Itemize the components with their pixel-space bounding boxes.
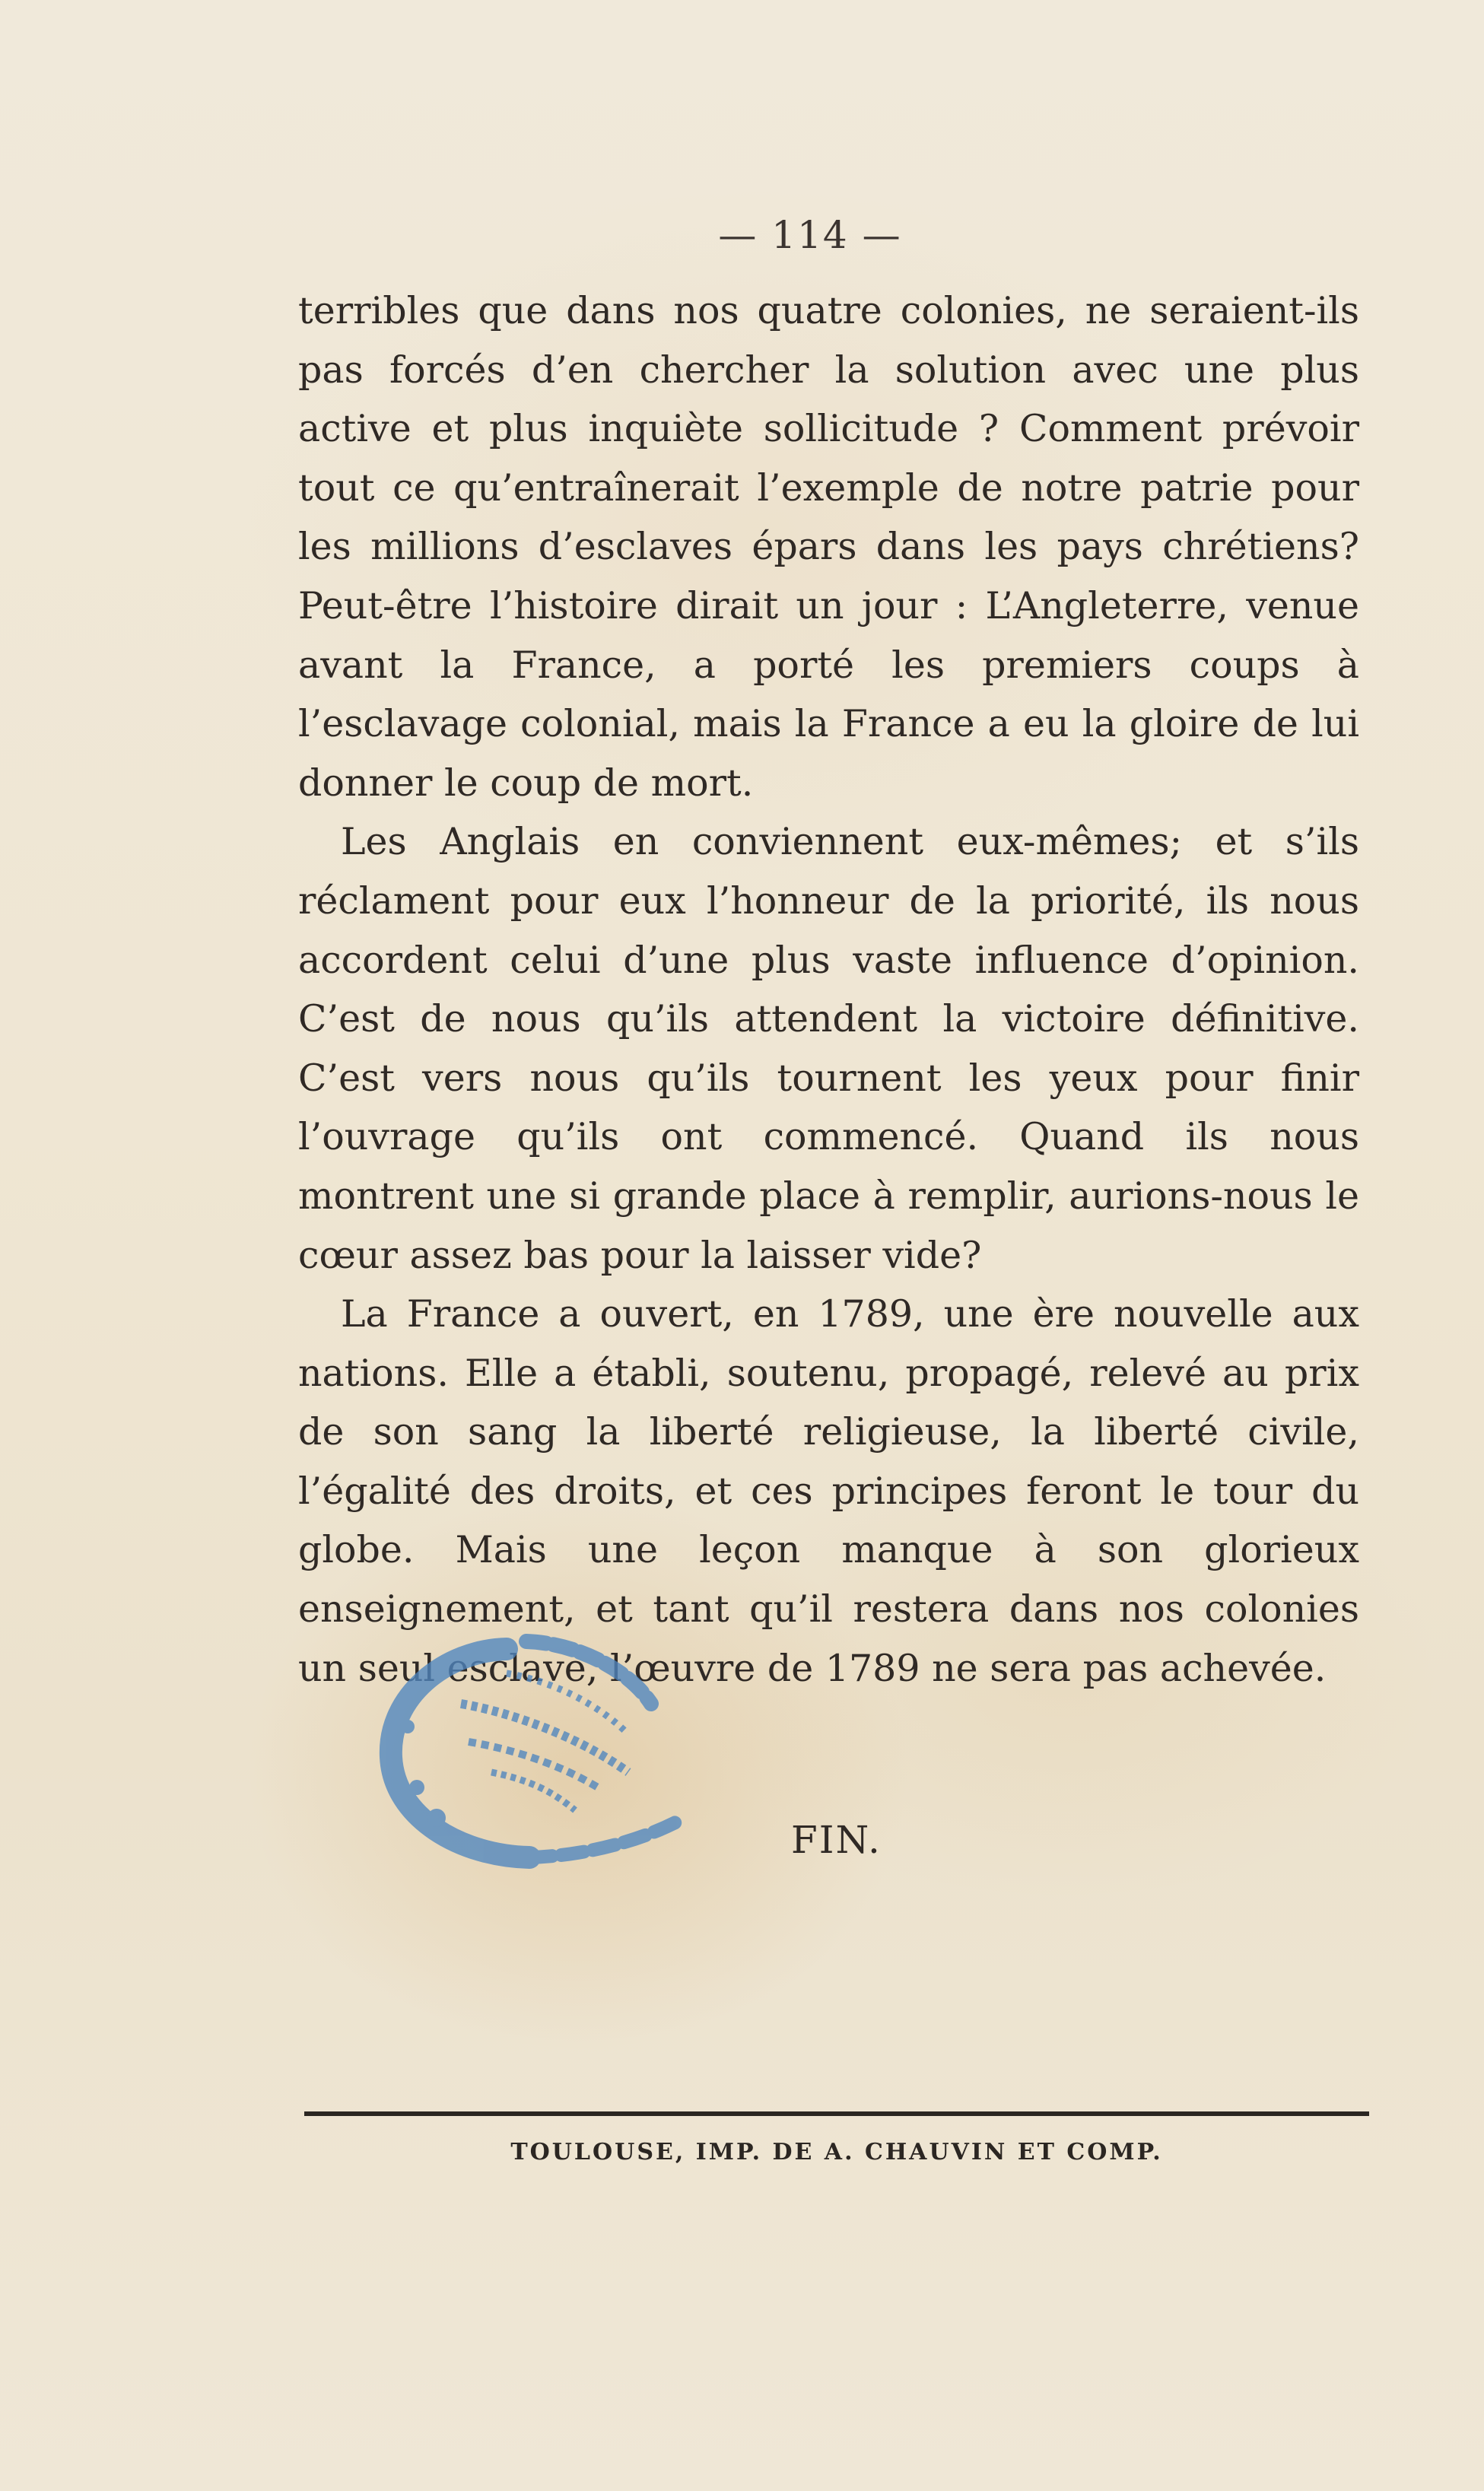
paragraph-2: Les Anglais en conviennent eux-mêmes; et s’ils réclament pour eux l’honneur de la priorité, ils nous accordent celui d’une plus vaste influence d’opinion. C’est de nous qu’ils attendent la victoire définitive. C’est vers nous qu’ils tournent les yeux pour finir l’ouvrage qu’ils ont commencé. Quand ils nous montrent une si grande place à remplir, aurions-nous le cœur assez bas pour la laisser vide? (298, 820, 1359, 1277)
paragraph-3: La France a ouvert, en 1789, une ère nouvelle aux nations. Elle a établi, soutenu, propagé, relevé au prix de son sang la liberté religieuse, la liberté civile, l’égalité des droits, et ces principes feront le tour du globe. Mais une leçon manque à son glorieux enseignement, et tant qu’il restera dans nos colonies un seul esclave, l’œuvre de 1789 ne sera pas achevée. (298, 1292, 1359, 1690)
library-stamp-icon (377, 1628, 712, 1879)
end-mark: FIN. (791, 1818, 882, 1862)
printer-imprint: TOULOUSE, IMP. DE A. CHAUVIN ET COMP. (510, 2139, 1163, 2165)
footer-rule (304, 2111, 1369, 2116)
paragraph-1: terribles que dans nos quatre colonies, ne seraient-ils pas forcés d’en chercher la solution avec une plus active et plus inquiète sollicitude ? Comment prévoir tout ce qu’entraînerait l’exemple de notre patrie pour les millions d’esclaves épars dans les pays chrétiens? Peut-être l’histoire dirait un jour : L’Angleterre, venue avant la France, a porté les premiers coups à l’esclavage colonial, mais la France a eu la gloire de lui donner le coup de mort. (298, 289, 1359, 805)
body-text (298, 281, 1359, 1698)
page-number: — 114 — (718, 213, 902, 257)
